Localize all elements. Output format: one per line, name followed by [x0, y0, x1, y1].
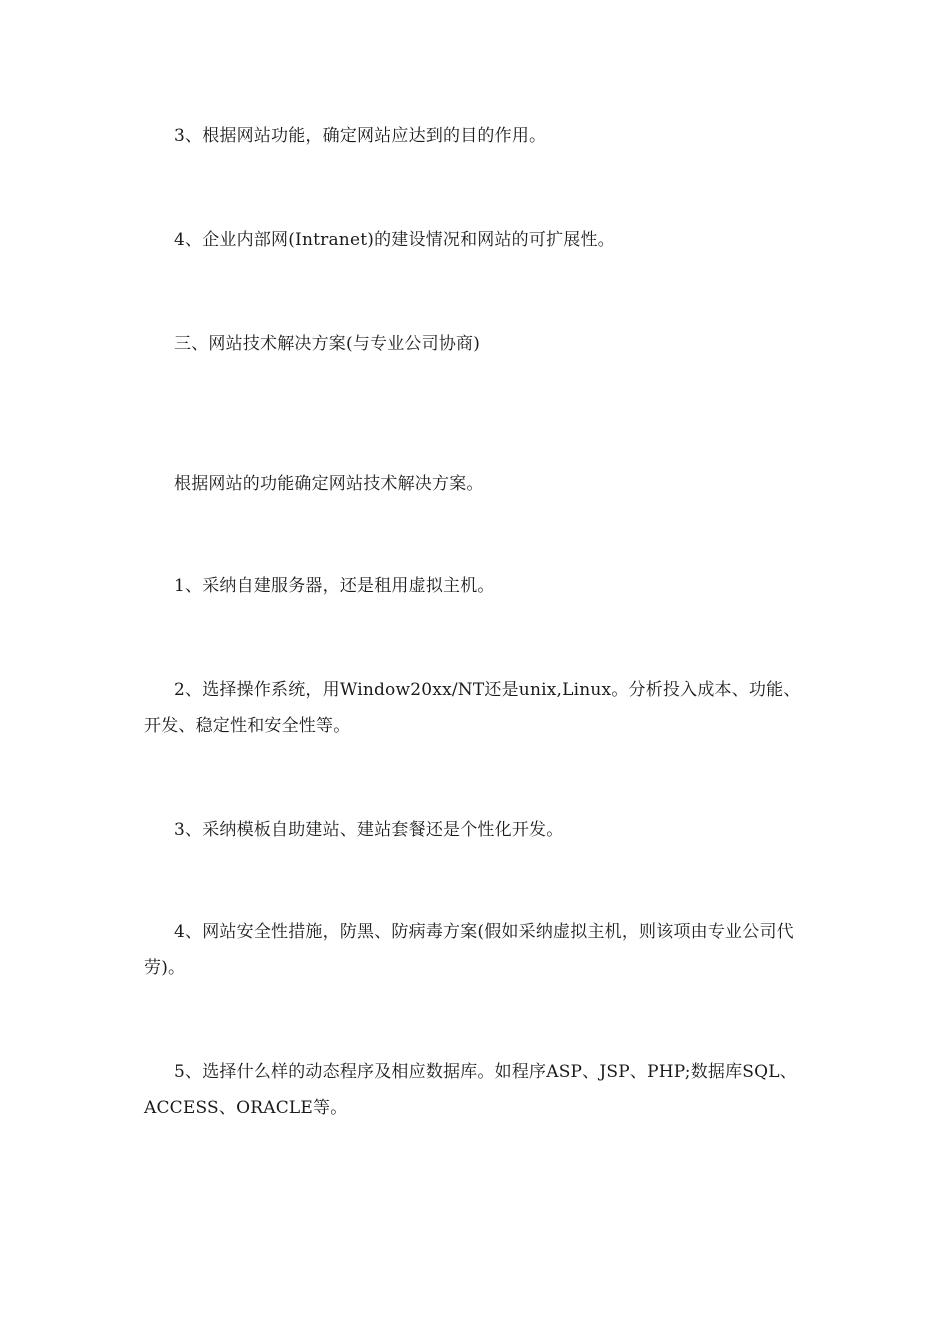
- paragraph-site-building-method: 3、采纳模板自助建站、建站套餐还是个性化开发。: [174, 820, 564, 840]
- paragraph-dynamic-program-database: 5、选择什么样的动态程序及相应数据库。如程序ASP、JSP、PHP;数据库SQL、ACCESS、ORACLE等。: [144, 1062, 797, 1118]
- paragraph-security-measures: 4、网站安全性措施，防黑、防病毒方案(假如采纳虚拟主机，则该项由专业公司代劳)。: [144, 922, 794, 978]
- section-heading-technical-solution: 三、网站技术解决方案(与专业公司协商): [174, 334, 481, 354]
- paragraph-goal-purpose: 3、根据网站功能，确定网站应达到的目的作用。: [174, 126, 547, 146]
- paragraph-operating-system: 2、选择操作系统，用Window20xx/NT还是unix,Linux。分析投入成本、功能、开发、稳定性和安全性等。: [144, 680, 801, 736]
- paragraph-intranet-scalability: 4、企业内部网(Intranet)的建设情况和网站的可扩展性。: [174, 230, 615, 250]
- paragraph-solution-intro: 根据网站的功能确定网站技术解决方案。: [174, 474, 484, 494]
- paragraph-server-hosting: 1、采纳自建服务器，还是租用虚拟主机。: [174, 576, 495, 596]
